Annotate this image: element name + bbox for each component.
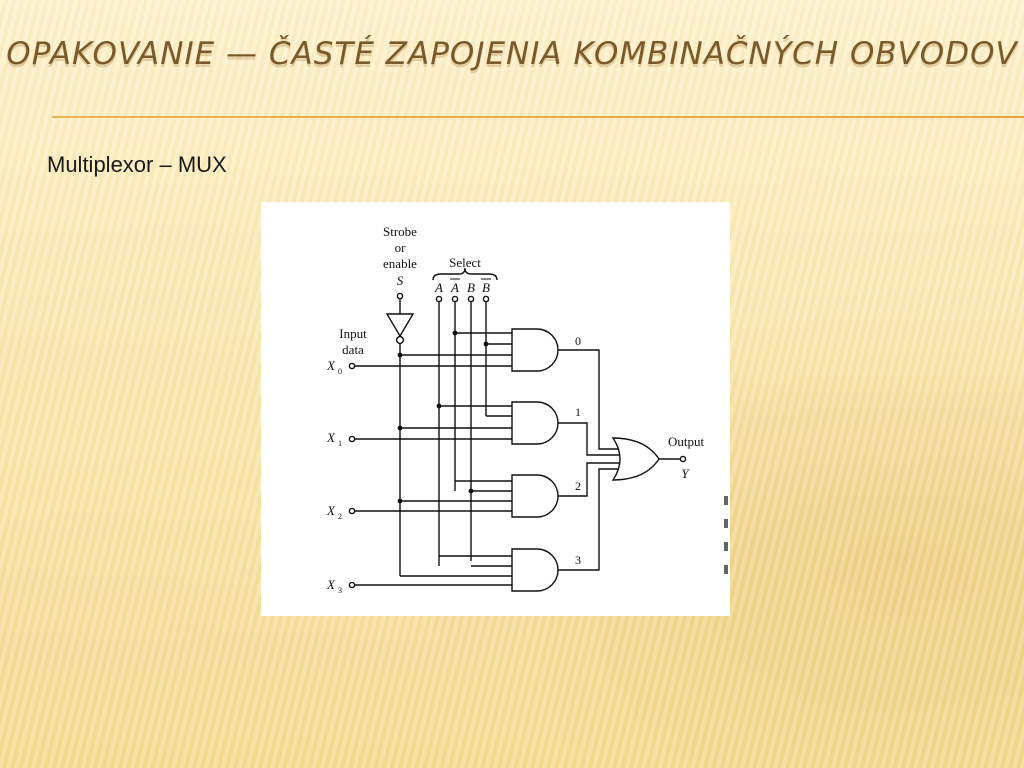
select-A-bar-terminal — [452, 296, 457, 301]
select-A-bar: A — [451, 280, 459, 295]
select-B-bar: B — [482, 280, 490, 295]
title-divider — [52, 116, 1024, 118]
junction-dot — [437, 404, 442, 409]
input-x2-terminal — [349, 508, 354, 513]
input-x2-subscript: 2 — [338, 512, 342, 521]
junction-dot — [469, 489, 474, 494]
input-x1-subscript: 1 — [338, 439, 342, 448]
input-x0-terminal — [349, 363, 354, 368]
cropped-text-fragment — [724, 496, 734, 596]
strobe-label-line3: enable — [383, 256, 417, 271]
gate-number-0: 0 — [575, 334, 581, 348]
slide-subtitle: Multiplexor – MUX — [47, 152, 227, 177]
strobe-label-line2: or — [394, 240, 406, 255]
gate0-output-wire — [558, 350, 618, 449]
input-x3-subscript: 3 — [338, 586, 342, 595]
input-x0-subscript: 0 — [338, 367, 342, 376]
mux-circuit-figure — [261, 202, 730, 616]
and-gate-2 — [512, 475, 558, 517]
strobe-terminal — [397, 293, 402, 298]
gate-number-1: 1 — [575, 405, 581, 419]
input-data-label-line2: data — [342, 342, 364, 357]
select-B-bar-terminal — [483, 296, 488, 301]
and-gate-0 — [512, 329, 558, 371]
junction-dot — [453, 331, 458, 336]
input-x1-terminal — [349, 436, 354, 441]
select-brace — [433, 268, 497, 280]
strobe-symbol: S — [396, 273, 404, 288]
output-symbol: Y — [681, 466, 689, 481]
output-label: Output — [667, 434, 705, 449]
junction-dot — [398, 499, 403, 504]
select-B-terminal — [468, 296, 473, 301]
gate2-output-wire — [558, 463, 620, 496]
junction-dot — [484, 342, 489, 347]
and-gate-1 — [512, 402, 558, 444]
junction-dot — [398, 426, 403, 431]
strobe-label-line1: Strobe — [383, 224, 417, 239]
slide-title: OPAKOVANIE — ČASTÉ ZAPOJENIA KOMBINAČNÝCH OBVODOV — [6, 36, 1018, 72]
input-x1-label: X — [327, 430, 335, 445]
inverter-bubble — [397, 337, 404, 344]
gate-number-3: 3 — [575, 553, 581, 567]
and-gate-3 — [512, 549, 558, 591]
select-label: Select — [449, 255, 481, 270]
select-A-terminal — [436, 296, 441, 301]
gate-number-2: 2 — [575, 479, 581, 493]
input-x3-terminal — [349, 582, 354, 587]
input-x0-label: X — [327, 358, 335, 373]
junction-dot — [398, 353, 403, 358]
gate3-output-wire — [558, 469, 618, 570]
gate1-output-wire — [558, 423, 620, 455]
or-gate — [613, 438, 659, 480]
strobe-inverter — [387, 314, 413, 336]
input-data-label-line1: Input — [339, 326, 367, 341]
select-B: B — [467, 280, 475, 295]
output-terminal — [680, 456, 685, 461]
input-x3-label: X — [327, 577, 335, 592]
input-x2-label: X — [327, 503, 335, 518]
mux-circuit-diagram — [261, 202, 730, 616]
select-A: A — [435, 280, 443, 295]
